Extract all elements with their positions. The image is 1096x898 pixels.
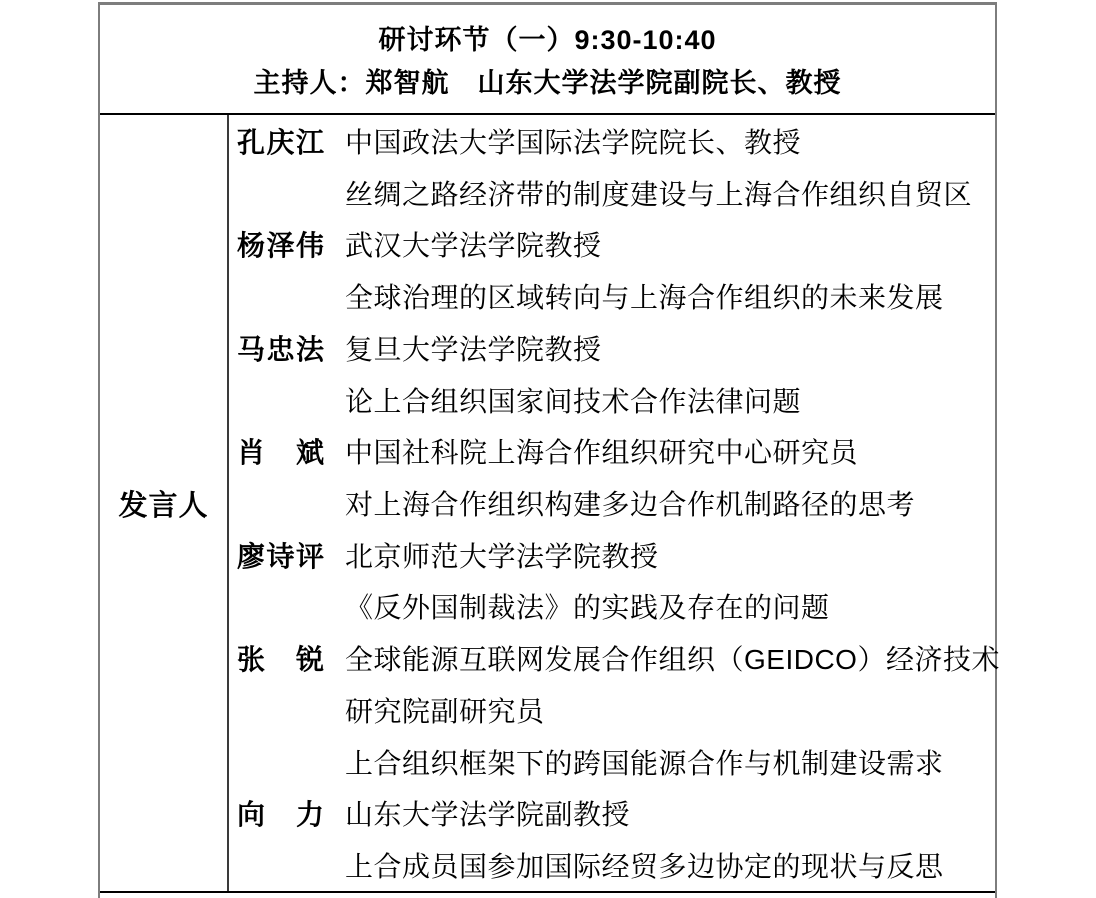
speaker-line [237, 632, 1000, 684]
speaker-topic: 全球治理的区域转向与上海合作组织的未来发展 [345, 282, 944, 314]
speaker-affiliation: 中国政法大学国际法学院院长、教授 [345, 126, 802, 158]
topic-line [237, 270, 989, 322]
speaker-topic: 对上海合作组织构建多边合作机制路径的思考 [345, 489, 916, 520]
row-label-cell [100, 115, 229, 891]
speaker-line [237, 529, 989, 581]
agenda-table [98, 2, 1000, 898]
speaker-name: 马忠法 [237, 333, 326, 365]
speaker-line [237, 218, 989, 270]
speaker-topic: 《反外国制裁法》的实践及存在的问题 [345, 592, 830, 624]
speakers-row [100, 115, 1000, 893]
topic-line [237, 167, 989, 219]
speaker-affiliation-cont: 研究院副研究员 [345, 695, 545, 727]
topic-line [237, 839, 989, 891]
speaker-line [237, 322, 989, 374]
speaker-affiliation: 全球能源互联网发展合作组织（GEIDCO）经济技术 [345, 644, 1000, 676]
speaker-name: 张 锐 [237, 644, 326, 676]
topic-line [237, 736, 989, 788]
speaker-affiliation: 复旦大学法学院教授 [345, 333, 602, 365]
speaker-affiliation: 武汉大学法学院教授 [345, 230, 602, 262]
speaker-line [237, 425, 989, 477]
speaker-topic: 上合组织框架下的跨国能源合作与机制建设需求 [345, 747, 944, 779]
speaker-affiliation: 北京师范大学法学院教授 [345, 540, 659, 572]
topic-line [237, 374, 989, 426]
speaker-topic: 上合成员国参加国际经贸多边协定的现状与反思 [345, 851, 944, 883]
speakers-content-cell [229, 115, 1000, 891]
row-label: 发言人 [118, 489, 209, 522]
table-continuation-strip [100, 893, 995, 898]
speaker-name: 孔庆江 [237, 126, 326, 158]
speaker-name: 杨泽伟 [237, 230, 326, 262]
speaker-name: 廖诗评 [237, 540, 326, 572]
speaker-line [237, 115, 989, 167]
topic-line [237, 581, 989, 633]
speaker-topic: 丝绸之路经济带的制度建设与上海合作组织自贸区 [345, 178, 973, 210]
speaker-line [237, 788, 989, 840]
speaker-affiliation: 中国社科院上海合作组织研究中心研究员 [345, 437, 859, 469]
speaker-topic: 论上合组织国家间技术合作法律问题 [345, 385, 802, 417]
moderator-line: 主持人：郑智航 山东大学法学院副院长、教授 [253, 67, 842, 98]
session-header-cell [100, 5, 995, 115]
session-title: 研讨环节（一）9:30-10:40 [378, 24, 717, 55]
speaker-name: 肖 斌 [237, 437, 326, 469]
topic-line [237, 477, 989, 529]
speaker-name: 向 力 [237, 799, 326, 831]
speaker-affiliation: 山东大学法学院副教授 [345, 799, 631, 831]
affiliation-continuation-line [237, 684, 989, 736]
